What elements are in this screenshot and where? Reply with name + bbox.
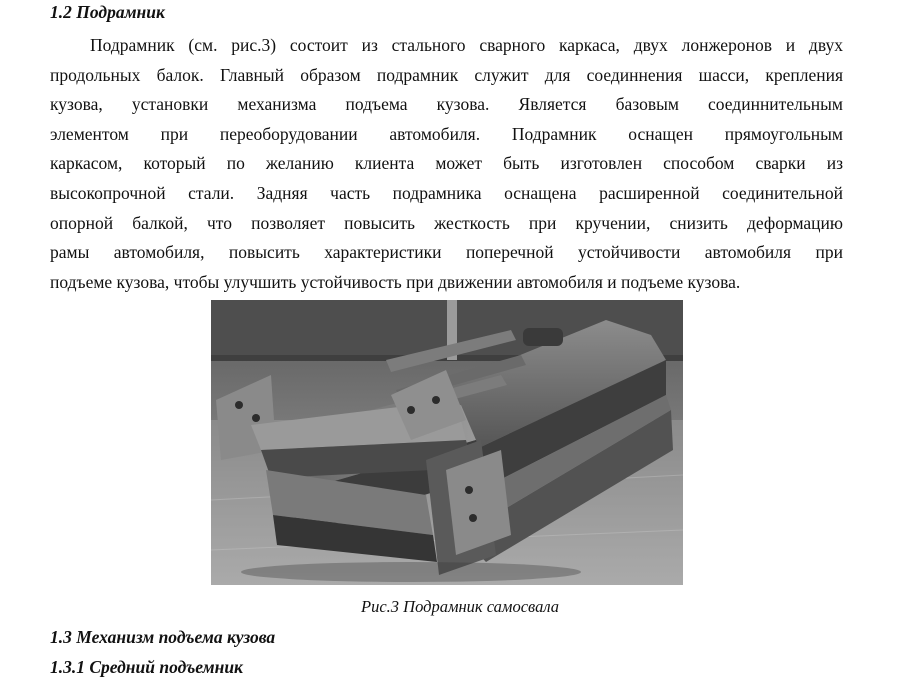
figure-caption: Рис.3 Подрамник самосвала bbox=[361, 597, 559, 616]
paragraph-line: Подрамник (см. рис.3) состоит из стального сварного каркаса, двух лонжеронов и двух bbox=[90, 35, 843, 55]
subframe-photo bbox=[211, 300, 683, 585]
paragraph-line: каркасом, который по желанию клиента может быть изготовлен способом сварки из bbox=[50, 153, 843, 174]
section-heading-1-2: 1.2 Подрамник bbox=[50, 2, 165, 22]
subsection-heading-1-3-1: 1.3.1 Средний подъемник bbox=[50, 657, 243, 677]
section-heading-1-3: 1.3 Механизм подъема кузова bbox=[50, 627, 276, 647]
paragraph-line: высокопрочной стали. Задняя часть подрамника оснащена расширенной соединительной bbox=[50, 182, 843, 203]
paragraph-line: опорной балкой, что позволяет повысить жесткость при кручении, снизить деформацию bbox=[50, 212, 843, 233]
body-paragraph bbox=[50, 31, 843, 297]
paragraph-line: подъеме кузова, чтобы улучшить устойчивость при движении автомобиля и подъеме кузова. bbox=[50, 271, 741, 292]
paragraph-line: продольных балок. Главный образом подрамник служит для соединнения шасси, крепления bbox=[50, 64, 843, 85]
paragraph-line: элементом при переоборудовании автомобиля. Подрамник оснащен прямоугольным bbox=[50, 123, 843, 144]
subframe-photo-drawing bbox=[211, 300, 683, 585]
paragraph-line: кузова, установки механизма подъема кузова. Является базовым соединнительным bbox=[50, 94, 843, 115]
paragraph-line: рамы автомобиля, повысить характеристики поперечной устойчивости автомобиля при bbox=[50, 242, 843, 263]
